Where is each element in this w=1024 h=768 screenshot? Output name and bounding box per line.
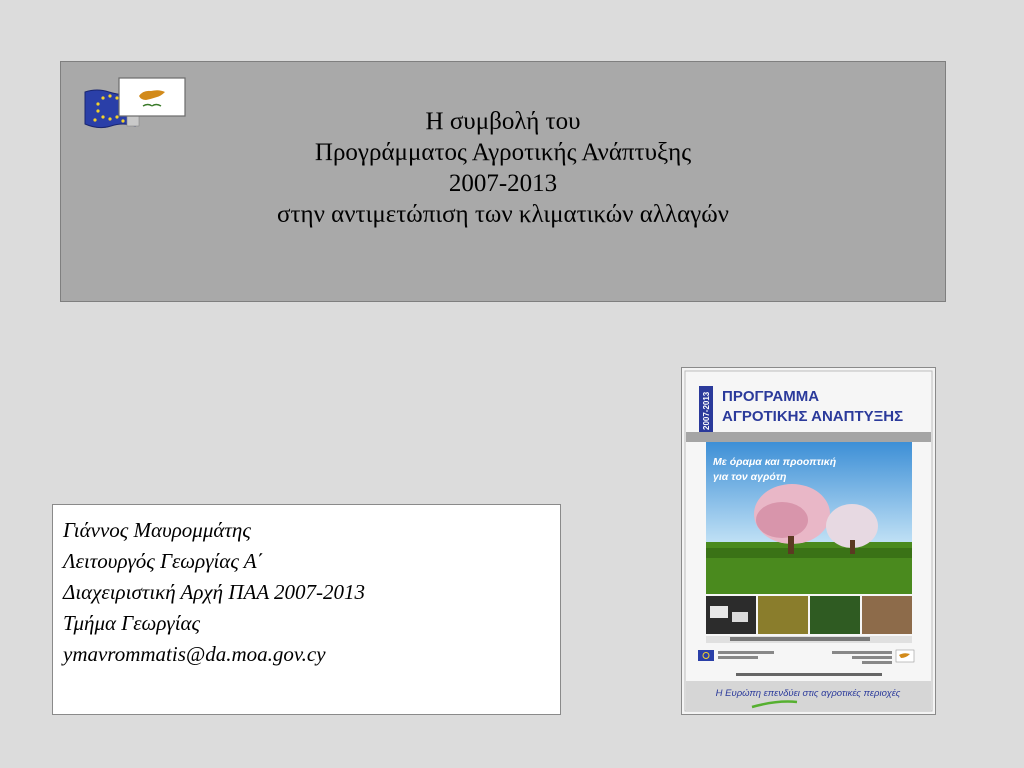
title-line-3: 2007-2013 [448, 170, 558, 197]
poster-slogan-1: Με όραμα και προοπτική [713, 456, 837, 468]
author-info-box [52, 504, 561, 715]
title-line-4: στην αντιμετώπιση των κλιματικών αλλαγών [277, 201, 729, 228]
poster-heading-2: ΑΓΡΟΤΙΚΗΣ ΑΝΑΠΤΥΞΗΣ [722, 408, 904, 425]
title-line-1: Η συμβολή του [425, 108, 581, 135]
thumb-forest [810, 596, 860, 634]
thumb-soil [862, 596, 912, 634]
poster-years: 2007-2013 [702, 391, 711, 430]
program-poster [681, 367, 936, 715]
poster-footer: Η Ευρώπη επενδύει στις αγροτικές περιοχές [715, 688, 901, 699]
poster-heading-1: ΠΡΟΓΡΑΜΜΑ [722, 388, 820, 405]
poster-slogan-2: για τον αγρότη [713, 471, 787, 483]
title-panel [60, 61, 946, 302]
poster-artwork [682, 368, 935, 714]
author-name: Γιάννος Μαυρομμάτης [63, 518, 251, 542]
author-position: Λειτουργός Γεωργίας Α΄ [63, 549, 264, 573]
title-line-2: Προγράμματος Αγροτικής Ανάπτυξης [314, 139, 692, 166]
presentation-title [61, 106, 945, 230]
author-authority: Διαχειριστική Αρχή ΠΑΑ 2007-2013 [63, 580, 366, 604]
author-email: ymavrommatis@da.moa.gov.cy [63, 642, 326, 666]
thumb-wheat [758, 596, 808, 634]
author-department: Τμήμα Γεωργίας [63, 611, 201, 635]
